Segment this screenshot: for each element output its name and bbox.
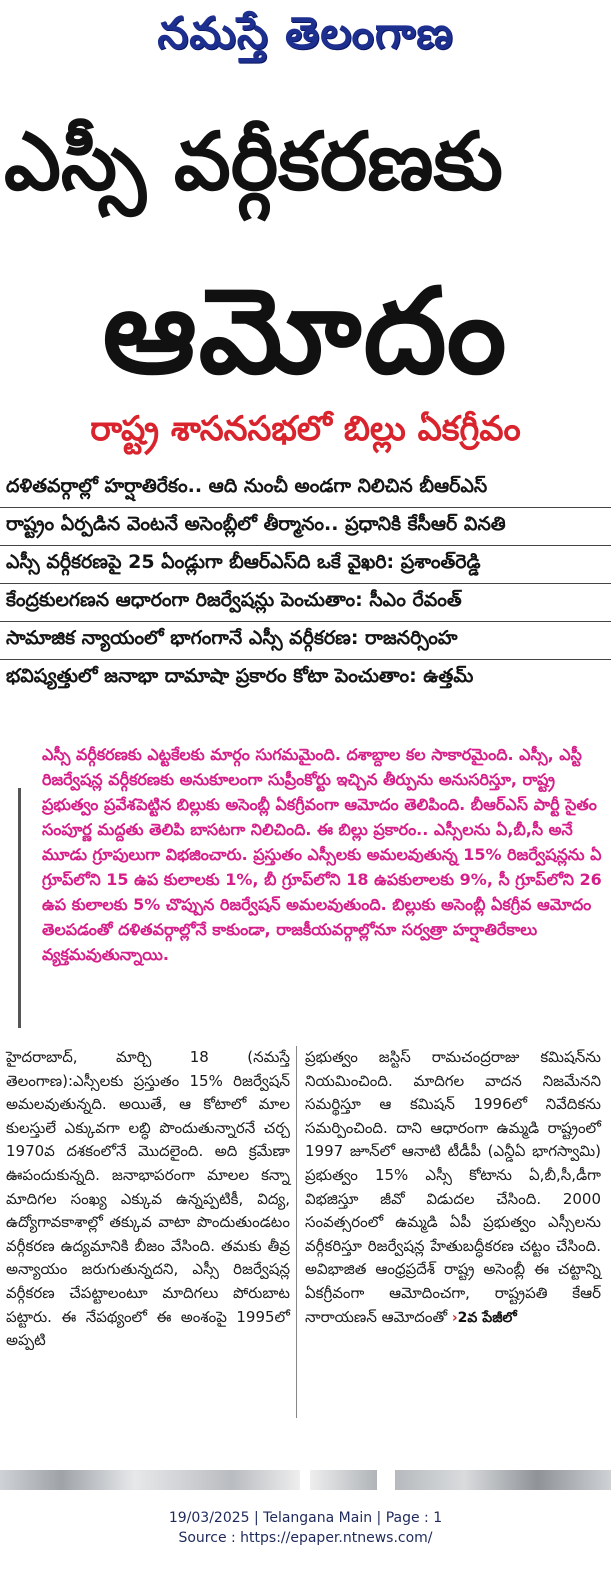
- column-divider: [296, 1046, 297, 1418]
- intro-text: ఎస్సీ వర్గీకరణకు ఎట్టకేలకు మార్గం సుగమమైంది. దశాబ్దాల కల సాకారమైంది. ఎస్సీ, ఎస్టీ రిజర్వేషన్ల వర్గీకరణకు అనుకూలంగా సుప్రీంకోర్టు ఇచ్చిన తీర్పును అనుసరిస్తూ, రాష్ట్ర ప్రభుత్వం ప్రవేశపెట్టిన బిల్లుకు అసెంబ్లీ ఏకగ్రీవంగా ఆమోదం తెలిపింది. బీఆర్ఎస్ పార్టీ సైతం సంపూర్ణ మద్దతు తెలిపి బాసటగా నిలిచింది. ఈ బిల్లు ప్రకారం.. ఎస్సీలను ఏ,బీ,సీ అనే మూడు గ్రూపులుగా విభజించారు. ప్రస్తుతం ఎస్సీలకు అమలవుతున్న 15% రిజర్వేషన్లను ఏ గ్రూప్‌లోని 15 ఉప కులాలకు 1%, బీ గ్రూప్‌లోని 18 ఉపకులాలకు 9%, సీ గ్రూప్‌లోని 26 ఉప కులాలకు 5% చొప్పున రిజర్వేషన్ అమలవుతుంది. బిల్లుకు అసెంబ్లీ ఏకగ్రీవ ఆమోదం తెలపడంతో దళితవర్గాల్లోనే కాకుండా, రాజకీయవర్గాల్లోనూ సర్వత్రా హర్షాతిరేకాలు వ్యక్తమవుతున్నాయి.: [42, 745, 602, 964]
- headline-line-1: ఎస్సీ వర్గీకరణకు: [4, 115, 503, 208]
- masthead-title: నమస్తే తెలంగాణ: [157, 8, 454, 59]
- highlight-item: దళితవర్గాల్లో హర్షాతిరేకం.. ఆది నుంచీ అండగా నిలిచిన బీఆర్ఎస్: [0, 470, 611, 508]
- highlight-item: కేంద్రకులగణన ఆధారంగా రిజర్వేషన్లు పెంచుతాం: సీఎం రేవంత్: [0, 584, 611, 622]
- highlights-list: [0, 470, 611, 697]
- body-right-text: ప్రభుత్వం జస్టిస్ రామచంద్రరాజు కమిషన్‌ను నియమించింది. మాదిగల వాదన నిజమేనని సమర్థిస్తూ ఆ కమిషన్ 1996లో నివేదికను సమర్పించింది. దాని ఆధారంగా ఉమ్మడి రాష్ట్రంలో 1997 జూన్‌లో ఆనాటి టీడీపీ (ఎన్డీఏ భాగస్వామి) ప్రభుత్వం 15% ఎస్సీ కోటాను ఏ,బీ,సీ,డీగా విభజిస్తూ జీవో విడుదల చేసింది. 2000 సంవత్సరంలో ఉమ్మడి ఏపీ ప్రభుత్వం ఎస్సీలను వర్గీకరిస్తూ రిజర్వేషన్ల హేతుబద్ధీకరణ చట్టం చేసింది. అవిభాజిత ఆంధ్రప్రదేశ్ రాష్ట్ర అసెంబ్లీ ఈ చట్టాన్ని ఏకగ్రీవంగా ఆమోదించగా, రాష్ట్రపతి కేఆర్ నారాయణన్ ఆమోదంతో: [305, 1048, 601, 1326]
- continued-marker[interactable]: [452, 1310, 517, 1326]
- body-column-left: [6, 1046, 290, 1353]
- intro-rule: [18, 788, 21, 1028]
- photo-gap: [300, 1470, 310, 1490]
- masthead: [0, 0, 611, 78]
- photo-gap: [377, 1470, 395, 1490]
- article-body: [0, 1046, 611, 1426]
- headline-line-2: ఆమోదం: [102, 262, 509, 400]
- subheadline: రాష్ట్ర శాసనసభలో బిల్లు ఏకగ్రీవం: [90, 409, 521, 449]
- footer-source-line[interactable]: Source : https://epaper.ntnews.com/: [178, 1530, 433, 1546]
- intro-paragraph: [42, 742, 604, 967]
- body-column-right: [305, 1046, 601, 1330]
- page-footer: [0, 1508, 611, 1548]
- continued-label: 2వ పేజీలో: [457, 1309, 517, 1326]
- body-left-text: హైదరాబాద్, మార్చి 18 (నమస్తే తెలంగాణ):ఎస్సీలకు ప్రస్తుతం 15% రిజర్వేషన్ అమలవుతున్నది. అయితే, ఆ కోటాలో మాల కులస్తులే ఎక్కువగా లబ్ధి పొందుతున్నారనే చర్చ 1970వ దశకంలోనే మొదలైంది. అది క్రమేణా ఊపందుకున్నది. జనాభాపరంగా మాలల కన్నా మాదిగల సంఖ్య ఎక్కువ ఉన్నప్పటికీ, విద్య, ఉద్యోగావకాశాల్లో తక్కువ వాటా పొందుతుండటం వర్గీకరణ ఉద్యమానికి బీజం వేసింది. తమకు తీవ్ర అన్యాయం జరుగుతున్నదని, ఎస్సీ రిజర్వేషన్ల వర్గీకరణ చేపట్టాలంటూ మాదిగలు పోరుబాట పట్టారు. ఈ నేపథ్యంలో ఈ అంశంపై 1995లో అప్పటి: [6, 1048, 290, 1350]
- highlight-item: సామాజిక న్యాయంలో భాగంగానే ఎస్సీ వర్గీకరణ: రాజనర్సింహ: [0, 622, 611, 660]
- highlight-item: ఎస్సీ వర్గీకరణపై 25 ఏండ్లుగా బీఆర్ఎస్‌ది ఒకే వైఖరి: ప్రశాంత్‌రెడ్డి: [0, 546, 611, 584]
- footer-date-line: 19/03/2025 | Telangana Main | Page : 1: [168, 1510, 443, 1526]
- chevron-right-icon: ›: [451, 1309, 458, 1326]
- highlight-item: భవిష్యత్తులో జనాభా దామాషా ప్రకారం కోటా పెంచుతాం: ఉత్తమ్: [6, 665, 474, 687]
- highlight-item: రాష్ట్రం ఏర్పడిన వెంటనే అసెంబ్లీలో తీర్మానం.. ప్రధానికి కేసీఆర్ వినతి: [0, 508, 611, 546]
